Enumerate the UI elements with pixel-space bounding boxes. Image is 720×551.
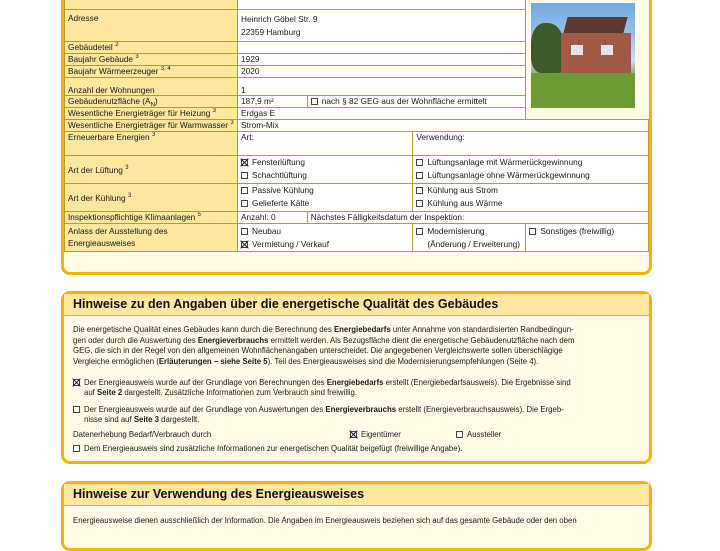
nutzflaeche-checkbox[interactable] <box>311 98 318 105</box>
kuehlung-waerme-option[interactable]: Kühlung aus Wärme <box>416 197 645 210</box>
klima-anzahl: Anzahl: 0 <box>237 212 307 224</box>
lueftung-fenster-option[interactable]: Fensterlüftung <box>241 156 409 169</box>
nutzflaeche-label: Gebäudenutzfläche $(A_N)$ <box>65 96 238 108</box>
aussteller-option[interactable]: Aussteller <box>456 430 501 441</box>
hinweise-panel <box>61 291 652 464</box>
anlass-options-mid <box>413 224 526 252</box>
lueftung-fenster-checkbox[interactable] <box>241 159 248 166</box>
anlass-modernisierung-note: (Änderung / Erweiterung) <box>427 239 521 249</box>
hinweise-title: Hinweise zu den Angaben über die energetische Qualität des Gebäudes <box>64 294 649 316</box>
photo-lawn <box>531 73 635 108</box>
anlass-options-left <box>237 224 412 252</box>
bedarf-option[interactable]: Der Energieausweis wurde auf der Grundlage von Berechnungen des Energiebedarfs erstellt (Energiebedarfsausweis). Die Ergebnisse sind <box>73 378 571 389</box>
verbrauch-checkbox[interactable] <box>73 406 80 413</box>
datenerhebung-label: Datenerhebung Bedarf/Verbrauch durch <box>73 430 212 439</box>
erneuerbare-verwendung: Verwendung: <box>413 132 649 156</box>
warmwasser-label: Wesentliche Energieträger für Warmwasser $^3$ <box>65 120 238 132</box>
baujahr-waermeerzeuger-label: Baujahr Wärmeerzeuger $^{3, 4}$ <box>65 66 238 78</box>
gebaeudeteil-label: Gebäudeteil $^2$ <box>65 42 238 54</box>
verwendung-title: Hinweise zur Verwendung des Energieausweises <box>64 484 649 506</box>
kuehlung-strom-option[interactable]: Kühlung aus Strom <box>416 184 645 197</box>
kuehlung-passiv-checkbox[interactable] <box>241 187 248 194</box>
verwendung-paragraph: Energieausweise dienen ausschließlich der Information. Die Angaben im Energieausweis beziehen sich auf das gesamte Gebäude oder den oben <box>73 516 577 525</box>
heizung-value: Erdgas E <box>237 108 525 120</box>
address-line2: 22359 Hamburg <box>240 27 301 37</box>
zusatz-option[interactable]: Dem Energieausweis sind zusätzliche Informationen zur energetischen Qualität beigefügt (freiwillige Angabe). <box>73 444 462 455</box>
lueftung-label: Art der Lüftung $^3$ <box>65 156 238 184</box>
verbrauch-option-cont: nisse sind auf Seite 3 dargestellt. <box>84 415 200 424</box>
aussteller-checkbox[interactable] <box>456 431 463 438</box>
lueftung-mit-wrg-option[interactable]: Lüftungsanlage mit Wärmerückgewinnung <box>416 156 645 169</box>
kuehlung-passiv-option[interactable]: Passive Kühlung <box>241 184 409 197</box>
anlass-neubau-checkbox[interactable] <box>241 228 248 235</box>
anlass-modernisierung-option[interactable]: Modernisierung <box>416 225 522 238</box>
address-label: Adresse <box>65 10 238 42</box>
erneuerbare-art: Art: <box>237 132 412 156</box>
address-value <box>237 10 525 42</box>
building-data-panel <box>61 0 652 275</box>
kuehlung-options-left <box>237 184 412 212</box>
lueftung-ohne-wrg-checkbox[interactable] <box>416 172 423 179</box>
kuehlung-label: Art der Kühlung $^3$ <box>65 184 238 212</box>
eigentuemer-checkbox[interactable] <box>350 431 357 438</box>
verbrauch-option[interactable]: Der Energieausweis wurde auf der Grundlage von Auswertungen des Energieverbrauchs erstellt (Energieverbrauchsausweis). Die Ergeb- <box>73 405 564 416</box>
photo-tree <box>531 23 565 73</box>
klima-label: Inspektionspflichtige Klimaanlagen $^5$ <box>65 212 238 224</box>
anlass-vermietung-checkbox[interactable] <box>241 241 248 248</box>
anlass-neubau-option[interactable]: Neubau <box>241 225 409 238</box>
baujahr-gebaeude-label: Baujahr Gebäude $^3$ <box>65 54 238 66</box>
zusatz-checkbox[interactable] <box>73 445 80 452</box>
building-photo <box>531 3 635 108</box>
lueftung-schacht-option[interactable]: Schachtlüftung <box>241 169 409 182</box>
gebaeudeteil-value <box>237 42 525 54</box>
anzahl-wohnungen-label: Anzahl der Wohnungen <box>65 78 238 96</box>
lueftung-ohne-wrg-option[interactable]: Lüftungsanlage ohne Wärmerückgewinnung <box>416 169 645 182</box>
verwendung-panel <box>61 481 652 551</box>
klima-faelligkeit: Nächstes Fälligkeitsdatum der Inspektion: <box>307 212 648 224</box>
bedarf-option-cont: auf Seite 2 dargestellt. Zusätzliche Informationen zum Verbrauch sind freiwillig. <box>84 388 358 397</box>
photo-window <box>601 45 613 55</box>
kuehlung-waerme-checkbox[interactable] <box>416 200 423 207</box>
baujahr-gebaeude-value: 1929 <box>237 54 525 66</box>
lueftung-options-left <box>237 156 412 184</box>
lueftung-schacht-checkbox[interactable] <box>241 172 248 179</box>
anlass-modernisierung-checkbox[interactable] <box>416 228 423 235</box>
nutzflaeche-option[interactable]: nach § 82 GEG aus der Wohnfläche ermittelt <box>307 96 526 108</box>
kuehlung-options-right <box>413 184 649 212</box>
hinweise-paragraph: Die energetische Qualität eines Gebäudes kann durch die Berechnung des Energiebedarfs unter Annahme von standardisierten Randbedingun- gen oder durch die Auswertung des Energieverbrauchs ermittelt werden. Als Bezugsfläche dient die energetische Gebäudenutzfläche nach dem GEG, die sich in der Regel von den allgemeinen Wohnflächenangaben unterscheidet. Die angegebenen Vergleichswerte sollen überschlägige Vergleiche ermöglichen (Erläuterungen – siehe Seite 5). Teil des Energieausweises sind die Modernisierungsempfehlungen (Seite 4). <box>73 325 575 366</box>
erneuerbare-label: Erneuerbare Energien $^3$ <box>65 132 238 156</box>
anlass-label: Anlass der Ausstellung des Energieausweises <box>65 224 238 252</box>
address-line1: Heinrich Göbel Str. 9 <box>240 14 318 24</box>
anlass-sonstiges-option[interactable]: Sonstiges (freiwillig) <box>526 224 649 252</box>
nutzflaeche-value: 187,9 m² <box>237 96 307 108</box>
anlass-sonstiges-checkbox[interactable] <box>529 228 536 235</box>
eigentuemer-option[interactable]: Eigentümer <box>350 430 401 441</box>
heizung-label: Wesentliche Energieträger für Heizung $^3$ <box>65 108 238 120</box>
lueftung-mit-wrg-checkbox[interactable] <box>416 159 423 166</box>
photo-window <box>571 45 583 55</box>
bedarf-checkbox[interactable] <box>73 379 80 386</box>
warmwasser-value: Strom-Mix <box>237 120 648 132</box>
lueftung-options-right <box>413 156 649 184</box>
kuehlung-strom-checkbox[interactable] <box>416 187 423 194</box>
anlass-vermietung-option[interactable]: Vermietung / Verkauf <box>241 238 409 251</box>
anzahl-wohnungen-value: 1 <box>237 78 525 96</box>
kuehlung-kaelte-option[interactable]: Gelieferte Kälte <box>241 197 409 210</box>
baujahr-waermeerzeuger-value: 2020 <box>237 66 525 78</box>
kuehlung-kaelte-checkbox[interactable] <box>241 200 248 207</box>
